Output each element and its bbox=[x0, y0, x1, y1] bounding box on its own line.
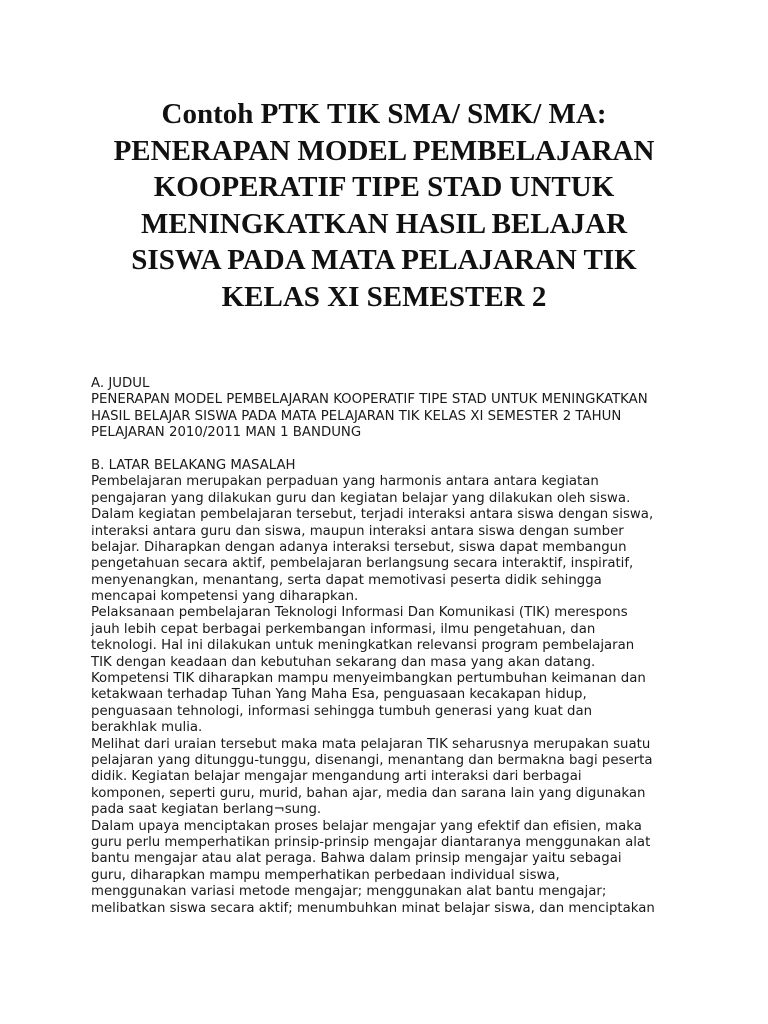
section-b-line: teknologi. Hal ini dilakukan untuk meningkatkan relevansi program pembelajaran bbox=[91, 638, 635, 654]
section-b-line: mencapai kompetensi yang diharapkan. bbox=[91, 589, 359, 605]
section-b-line: Dalam upaya menciptakan proses belajar mengajar yang efektif dan efisien, maka bbox=[91, 818, 642, 834]
section-b-line: Pembelajaran merupakan perpaduan yang harmonis antara antara kegiatan bbox=[91, 474, 599, 490]
section-a-line: PELAJARAN 2010/2011 MAN 1 BANDUNG bbox=[91, 425, 362, 441]
section-b-line: jauh lebih cepat berbagai perkembangan informasi, ilmu pengetahuan, dan bbox=[91, 621, 596, 637]
title-line: Contoh PTK TIK SMA/ SMK/ MA: bbox=[161, 98, 607, 130]
section-b-line: guru, diharapkan mampu memperhatikan perbedaan individual siswa, bbox=[91, 867, 560, 883]
section-a-line: PENERAPAN MODEL PEMBELAJARAN KOOPERATIF TIPE STAD UNTUK MENINGKATKAN bbox=[91, 392, 648, 408]
paragraph-spacer bbox=[91, 442, 691, 458]
section-b-line: Melihat dari uraian tersebut maka mata pelajaran TIK seharusnya merupakan suatu bbox=[91, 736, 651, 752]
section-a-heading: A. JUDUL bbox=[91, 376, 150, 391]
section-b-line: ketakwaan terhadap Tuhan Yang Maha Esa, penguasaan kecakapan hidup, bbox=[91, 687, 587, 703]
section-b-line: Dalam kegiatan pembelajaran tersebut, terjadi interaksi antara siswa dengan siswa, bbox=[91, 507, 654, 523]
title-line: PENERAPAN MODEL PEMBELAJARAN bbox=[113, 134, 655, 167]
section-b-line: Pelaksanaan pembelajaran Teknologi Informasi Dan Komunikasi (TIK) merespons bbox=[91, 605, 628, 621]
section-b-heading: B. LATAR BELAKANG MASALAH bbox=[91, 457, 296, 473]
document-title bbox=[60, 96, 708, 315]
section-b-line: pelajaran yang ditunggu-tunggu, disenangi, menantang dan bermakna bagi peserta bbox=[91, 752, 653, 768]
section-b-line: interaksi antara guru dan siswa, maupun interaksi antara siswa dengan sumber bbox=[91, 523, 624, 539]
section-b-line: guru perlu memperhatikan prinsip-prinsip mengajar diantaranya menggunakan alat bbox=[91, 834, 651, 850]
section-b-line: menggunakan variasi metode mengajar; menggunakan alat bantu mengajar; bbox=[91, 884, 607, 900]
title-line: MENINGKATKAN HASIL BELAJAR bbox=[140, 207, 628, 240]
section-b-line: komponen, seperti guru, murid, bahan ajar, media dan sarana lain yang digunakan bbox=[91, 785, 646, 801]
section-b-line: menyenangkan, menantang, serta dapat memotivasi peserta didik sehingga bbox=[91, 572, 602, 588]
title-line: KELAS XI SEMESTER 2 bbox=[221, 280, 547, 313]
section-b-line: melibatkan siswa secara aktif; menumbuhkan minat belajar siswa, dan menciptakan bbox=[91, 900, 655, 916]
section-b-line: berakhlak mulia. bbox=[91, 720, 203, 736]
section-b-line: belajar. Diharapkan dengan adanya interaksi tersebut, siswa dapat membangun bbox=[91, 539, 627, 555]
section-b-line: pengajaran yang dilakukan guru dan kegiatan belajar yang dilakukan oleh siswa. bbox=[91, 490, 631, 506]
section-a-line: HASIL BELAJAR SISWA PADA MATA PELAJARAN TIK KELAS XI SEMESTER 2 TAHUN bbox=[91, 408, 622, 424]
section-b-line: pada saat kegiatan berlang¬sung. bbox=[91, 802, 322, 818]
title-line: SISWA PADA MATA PELAJARAN TIK bbox=[131, 244, 637, 276]
section-b-line: didik. Kegiatan belajar mengajar mengandung arti interaksi dari berbagai bbox=[91, 769, 582, 785]
section-b-line: penguasaan tehnologi, informasi sehingga tumbuh generasi yang kuat dan bbox=[91, 703, 593, 719]
title-line: KOOPERATIF TIPE STAD UNTUK bbox=[153, 171, 615, 203]
document-body bbox=[91, 376, 691, 917]
section-b-line: TIK dengan keadaan dan kebutuhan sekarang dan masa yang akan datang. bbox=[91, 654, 596, 670]
section-b-line: pengetahuan secara aktif, pembelajaran berlangsung secara interaktif, inspiratif, bbox=[91, 556, 634, 572]
section-b-line: bantu mengajar atau alat peraga. Bahwa dalam prinsip mengajar yaitu sebagai bbox=[91, 851, 622, 867]
section-b-line: Kompetensi TIK diharapkan mampu menyeimbangkan pertumbuhan keimanan dan bbox=[91, 671, 646, 687]
